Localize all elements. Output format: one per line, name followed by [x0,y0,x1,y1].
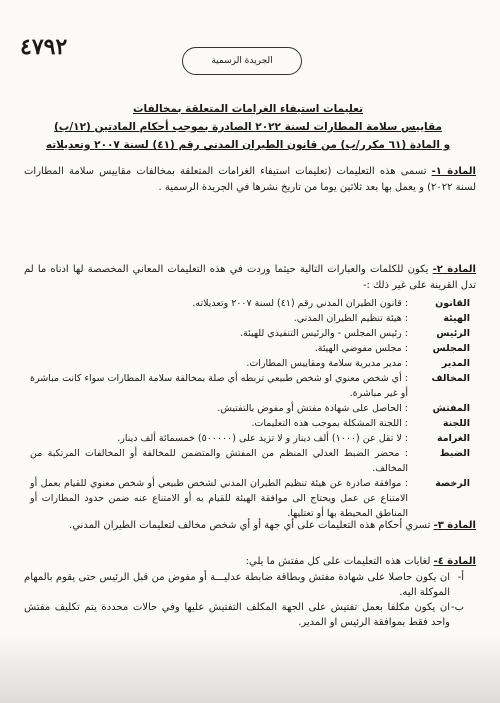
definition-row [30,446,470,476]
definition-row [30,401,470,416]
article-3-text: تسري أحكام هذه التعليمات على أي جهة أو أي شخص مخالف لتعليمات الطيران المدني. [69,520,431,531]
definition-row [30,476,470,521]
list-item [24,570,464,600]
definition-row [30,296,470,311]
article-2-label: المادة ٢- [432,264,476,275]
definition-term: الغرامة [437,433,470,444]
definition-body: : محضر الضبط العدلي المنظم من المفتش والمتضمن للمخالفة أو المخالفات المرتكبة من المخالف. [30,448,408,474]
definition-term: الضبط [439,448,470,459]
definition-row [30,356,470,371]
article-1-label: المادة ١- [431,166,476,177]
article-4-text: لغايات هذه التعليمات على كل مفتش ما يلي: [245,556,431,567]
definition-term: الرخصة [435,478,470,489]
definition-body: : الحاصل على شهادة مفتش أو مفوض بالتفتيش. [217,403,408,414]
article-4-label: المادة ٤- [433,556,476,567]
definition-row [30,326,470,341]
item-letter: أ- [457,572,464,583]
article-3-label: المادة ٣- [433,520,476,531]
definition-body: : أي شخص معنوي او شخص طبيعي تربطه أي صلة بمخالفة سلامة المطارات سواء كانت مباشرة أو غير مباشرة. [30,373,408,399]
article-2-text: يكون للكلمات والعبارات التالية حيثما وردت في هذه التعليمات المعاني المخصصة لها ادناه ما لم تدل القرينة على غير ذلك :- [24,264,476,291]
title-line-2: مقاييس سلامة المطارات لسنة ٢٠٢٢ الصادرة بموجب أحكام المادتين (١٢/ب) [53,121,443,133]
article-4-items [24,570,464,630]
definition-body: : موافقة صادرة عن هيئة تنظيم الطيران المدني لشخص طبيعي أو شخص معنوي للقيام بعمل أو الامتناع عن عمل ويحتاج الى موافقة الهيئة للقيام به أو الامتناع عنه ضمن حدود المطارات أو المناطق المحيطة بها أو تعتليها. [30,478,408,519]
definition-term: المفتش [432,403,470,414]
gazette-stamp: الجريدة الرسمية [182,47,302,75]
page-bottom-shadow [0,633,500,703]
definition-body: : رئيس المجلس - والرئيس التنفيذي للهيئة. [240,328,408,339]
document-title [20,100,476,154]
definition-body: : مجلس مفوضي الهيئة. [314,343,408,354]
definition-row [30,371,470,401]
list-item [24,600,464,630]
page-number: ٤٧٩٢ [20,34,68,60]
definition-row [30,341,470,356]
definition-term: القانون [435,298,470,309]
article-4 [24,554,476,570]
article-1 [24,164,476,196]
article-3 [24,518,476,534]
item-text: ان يكون مكلفا بعمل تفتيش على الجهة المكلف التفتيش عليها وفي حالات محددة يتم تكليف مفتش واحد فقط بموافقة الرئيس او المدير. [24,602,450,628]
definition-term: المدير [441,358,470,369]
definition-body: : قانون الطيران المدني رقم (٤١) لسنة ٢٠٠٧ وتعديلاته. [192,298,408,309]
definition-body: : اللجنة المشكلة بموجب هذه التعليمات. [251,418,408,429]
title-line-1: تعليمات استيفاء الغرامات المتعلقة بمخالفات [132,103,364,115]
definition-term: المخالف [431,373,470,384]
definition-body: : مدير مديرية سلامة ومقاييس المطارات. [246,358,408,369]
item-text: ان يكون حاصلا على شهادة مفتش وبطاقة ضابطة عدليـــة أو مفوض من قبل الرئيس حتى يقوم بالمهام الموكلة اليه. [24,572,450,598]
definition-row [30,431,470,446]
definition-term: المجلس [432,343,470,354]
definition-term: اللجنة [442,418,470,429]
definition-row [30,311,470,326]
definition-term: الهيئة [443,313,470,324]
definition-term: الرئيس [436,328,470,339]
item-letter: ب- [450,602,464,613]
article-1-text: تسمى هذه التعليمات (تعليمات استيفاء الغرامات المتعلقة بمخالفات مقاييس سلامة المطارات لسنة ٢٠٢٢) و يعمل بها بعد ثلاثين يوما من تاريخ نشرها في الجريدة الرسمية . [24,166,476,193]
definition-body: : هيئة تنظيم الطيران المدني. [293,313,408,324]
definition-body: : لا تقل عن (١٠٠٠) ألف دينار و لا تزيد على (٥٠٠٠٠٠) خمسمائة ألف دينار. [117,433,408,444]
definition-row [30,416,470,431]
definitions-list [30,296,470,521]
title-line-3: و المادة (٦١ مكرر/ب) من قانون الطيران المدني رقم (٤١) لسنة ٢٠٠٧ وتعديلاته [45,139,451,151]
article-2 [24,262,476,294]
